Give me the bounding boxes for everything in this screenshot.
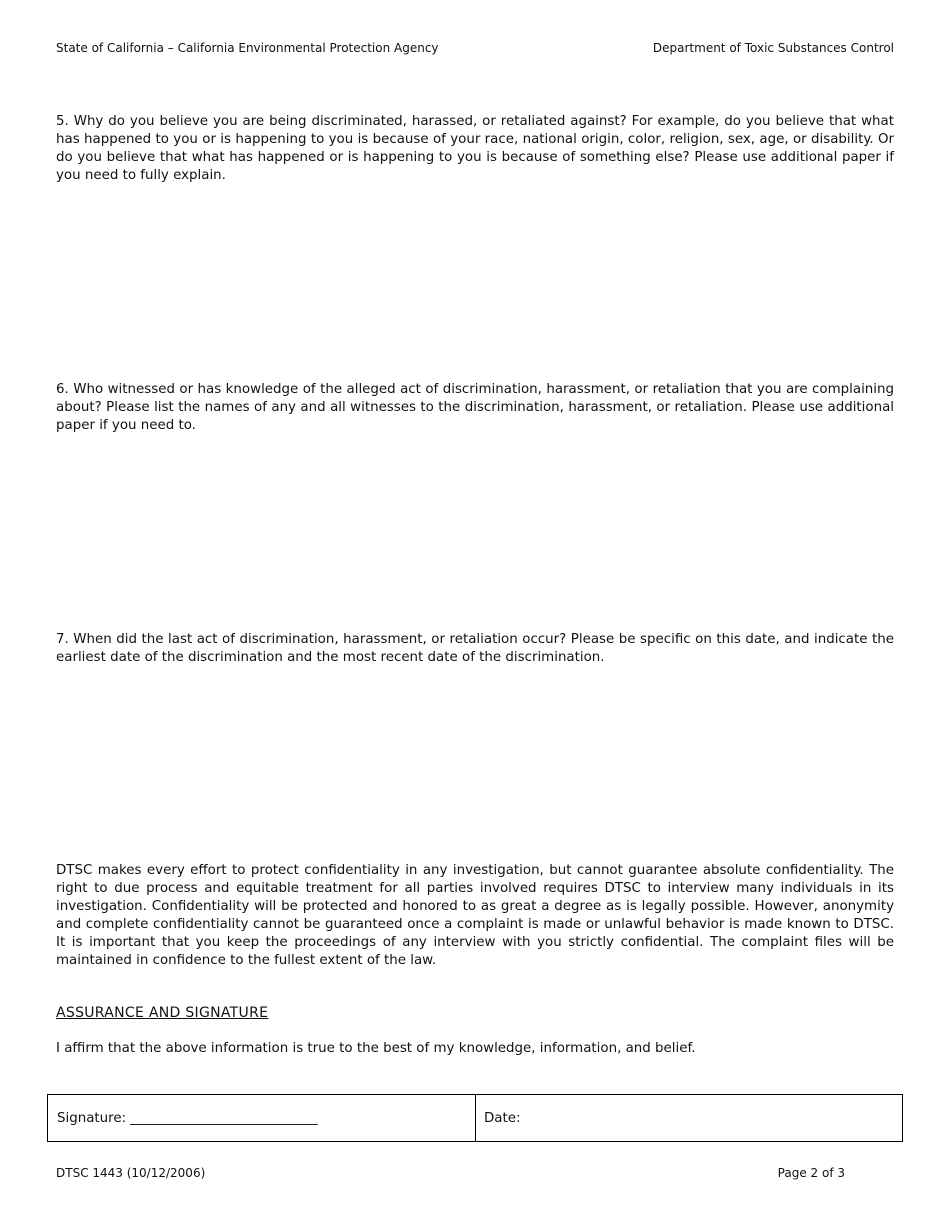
header-department: Department of Toxic Substances Control: [652, 41, 894, 55]
signature-field[interactable]: [48, 1095, 476, 1141]
signature-line: ____________________________: [130, 1110, 318, 1126]
date-field[interactable]: [476, 1095, 902, 1141]
signature-label: Signature:: [57, 1110, 127, 1126]
question-6: 6. Who witnessed or has knowledge of the alleged act of discrimination, harassment, or retaliation that you are complaining about? Please list the names of any and all witnesses to the discrimination, harassment, or retaliation. Please use additional paper if you need to.: [56, 382, 894, 433]
header-agency: State of California – California Environmental Protection Agency: [56, 41, 439, 55]
form-number: DTSC 1443 (10/12/2006): [56, 1166, 206, 1180]
page-number: Page 2 of 3: [777, 1166, 845, 1180]
question-5: 5. Why do you believe you are being discriminated, harassed, or retaliated against? For example, do you believe that what has happened to you or is happening to you is because of your race, national origin, color, religion, sex, age, or disability. Or do you believe that what has happened or is happening to you is because of something else? Please use additional paper if you need to fully explain.: [56, 114, 894, 183]
affirmation-statement: I affirm that the above information is true to the best of my knowledge, information, and belief.: [56, 1041, 696, 1056]
assurance-section-title: ASSURANCE AND SIGNATURE: [56, 1005, 269, 1021]
signature-table: [47, 1094, 903, 1142]
question-7: 7. When did the last act of discrimination, harassment, or retaliation occur? Please be specific on this date, and indicate the earliest date of the discrimination and the most recent date of the discrimination.: [56, 632, 894, 665]
date-label: Date:: [484, 1110, 521, 1126]
confidentiality-statement: DTSC makes every effort to protect confidentiality in any investigation, but cannot guarantee absolute confidentiality. The right to due process and equitable treatment for all parties involved requires DTSC to interview many individuals in its investigation. Confidentiality will be protected and honored to as great a degree as is legally possible. However, anonymity and complete confidentiality cannot be guaranteed once a complaint is made or unlawful behavior is made known to DTSC. It is important that you keep the proceedings of any interview with you strictly confidential. The complaint files will be maintained in confidence to the fullest extent of the law.: [56, 863, 894, 968]
